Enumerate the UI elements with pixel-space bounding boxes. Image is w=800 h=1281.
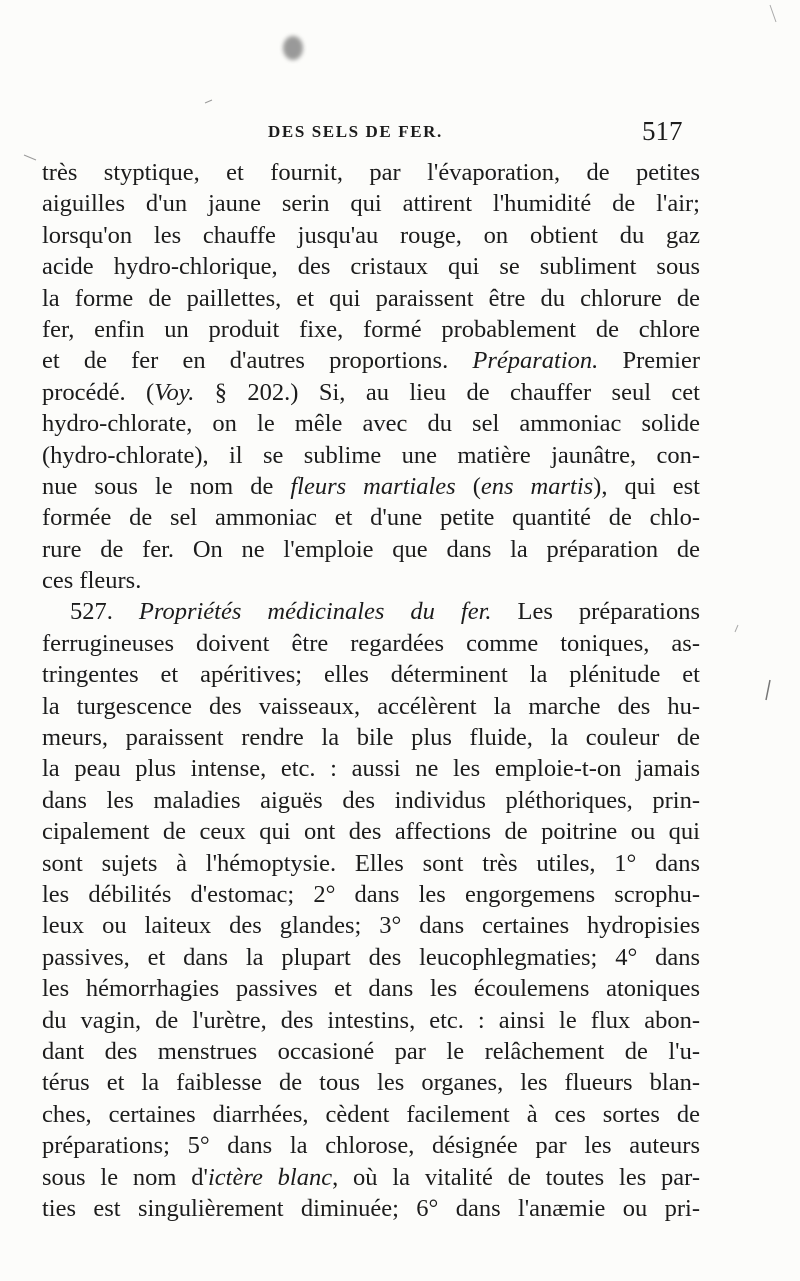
text-line: du vagin, de l'urètre, des intestins, etc. : ainsi le flux abon- bbox=[42, 1006, 700, 1034]
text-line: dant des menstrues occasioné par le relâchement de l'u- bbox=[42, 1037, 700, 1065]
italic-section-title: Propriétés médicinales du fer. bbox=[138, 598, 492, 626]
page-header bbox=[0, 116, 800, 150]
stray-mark bbox=[205, 100, 212, 103]
stray-mark bbox=[766, 680, 770, 700]
text-line bbox=[42, 471, 700, 502]
text-line: ferrugineuses doivent être regardées comme toniques, as- bbox=[42, 629, 700, 657]
text-line: cipalement de ceux qui ont des affections de poitrine ou qui bbox=[42, 818, 700, 846]
italic-term: ictère blanc bbox=[207, 1163, 333, 1191]
text-line: dans les maladies aiguës des individus pléthoriques, prin- bbox=[42, 786, 700, 814]
body-text bbox=[42, 157, 700, 1224]
running-head: DES SELS DE FER. bbox=[268, 122, 443, 141]
text-line: sont sujets à l'hémoptysie. Elles sont très utiles, 1° dans bbox=[42, 849, 700, 877]
text-line: la peau plus intense, etc. : aussi ne les emploie-t-on jamais bbox=[42, 755, 700, 783]
text-line: lorsqu'on les chauffe jusqu'au rouge, on obtient du gaz bbox=[42, 221, 700, 249]
section-number: 527. bbox=[70, 598, 139, 626]
stray-mark bbox=[24, 155, 36, 160]
text-line: la turgescence des vaisseaux, accélèrent la marche des hu- bbox=[42, 692, 700, 720]
text-line: les hémorrhagies passives et dans les écoulemens atoniques bbox=[42, 975, 700, 1003]
text-line: préparations; 5° dans la chlorose, désignée par les auteurs bbox=[42, 1132, 700, 1160]
text-run: sous le nom d' bbox=[42, 1163, 208, 1191]
text-line: leux ou laiteux des glandes; 3° dans certaines hydropisies bbox=[42, 912, 700, 940]
text-line: (hydro-chlorate), il se sublime une matière jaunâtre, con- bbox=[42, 441, 700, 469]
text-line: fer, enfin un produit fixe, formé probablement de chlore bbox=[42, 315, 700, 343]
text-line bbox=[42, 345, 700, 376]
text-run: § 202.) Si, au lieu de chauffer seul cet bbox=[194, 378, 700, 406]
text-line: acide hydro-chlorique, des cristaux qui se subliment sous bbox=[42, 253, 700, 281]
text-line: ces fleurs. bbox=[42, 567, 142, 595]
stray-mark bbox=[735, 625, 738, 632]
text-line: meurs, paraissent rendre la bile plus fluide, la couleur de bbox=[42, 724, 700, 752]
text-line bbox=[42, 1162, 700, 1193]
text-line: tringentes et apéritives; elles déterminent la plénitude et bbox=[42, 661, 700, 689]
text-run: nue sous le nom de bbox=[42, 472, 291, 500]
italic-heading-preparation: Préparation. bbox=[472, 347, 599, 375]
text-run: et de fer en d'autres proportions. bbox=[42, 347, 473, 375]
text-line: très styptique, et fournit, par l'évaporation, de petites bbox=[42, 159, 700, 186]
italic-term: ens martis bbox=[480, 472, 594, 500]
ink-blot bbox=[283, 36, 303, 60]
text-line: passives, et dans la plupart des leucophlegmaties; 4° dans bbox=[42, 943, 700, 971]
text-line: formée de sel ammoniac et d'une petite quantité de chlo- bbox=[42, 504, 700, 532]
text-line: rure de fer. On ne l'emploie que dans la préparation de bbox=[42, 535, 700, 563]
text-run: ), qui est bbox=[593, 472, 700, 500]
italic-term: fleurs martiales bbox=[290, 472, 456, 500]
text-run: procédé. ( bbox=[42, 378, 155, 406]
text-line: hydro-chlorate, on le mêle avec du sel ammoniac solide bbox=[42, 410, 700, 438]
italic-voy: Voy. bbox=[154, 378, 195, 406]
text-line: ches, certaines diarrhées, cèdent facilement à ces sortes de bbox=[42, 1100, 700, 1128]
text-line bbox=[42, 596, 700, 627]
text-line: la forme de paillettes, et qui paraissent être du chlorure de bbox=[42, 284, 700, 312]
text-line: aiguilles d'un jaune serin qui attirent l'humidité de l'air; bbox=[42, 190, 700, 218]
text-run: Les préparations bbox=[491, 598, 701, 626]
text-run: ( bbox=[455, 472, 481, 500]
stray-mark bbox=[770, 5, 776, 22]
page-number: 517 bbox=[642, 116, 683, 146]
text-line: térus et la faiblesse de tous les organes, les flueurs blan- bbox=[42, 1069, 700, 1097]
text-run: Premier bbox=[598, 347, 701, 375]
text-line: les débilités d'estomac; 2° dans les engorgemens scrophu- bbox=[42, 880, 700, 908]
text-run: , où la vitalité de toutes les par- bbox=[332, 1163, 700, 1191]
text-line bbox=[42, 377, 700, 408]
text-line: ties est singulièrement diminuée; 6° dans l'anæmie ou pri- bbox=[42, 1194, 700, 1222]
